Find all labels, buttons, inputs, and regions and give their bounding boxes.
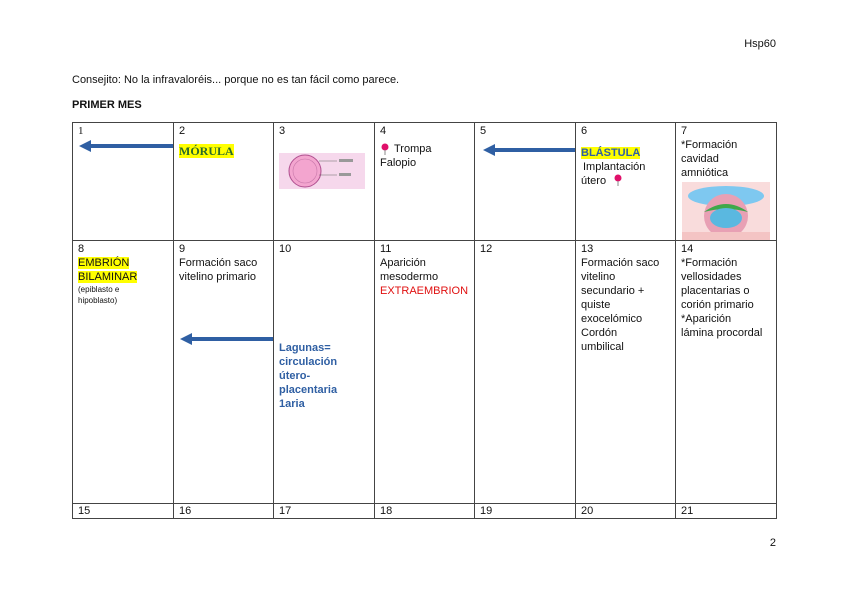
implantacion-text: Implantación — [583, 161, 646, 173]
day-cell-9 — [174, 241, 274, 504]
day13-line: Cordón — [581, 327, 618, 339]
day-number: 16 — [179, 505, 192, 517]
utero-text: útero — [581, 175, 607, 187]
pushpin-icon — [613, 174, 623, 186]
day7-line: amniótica — [681, 167, 729, 179]
day-cell-12 — [475, 241, 576, 504]
bilaminar-label: BILAMINAR — [78, 271, 138, 283]
trompa-text: Trompa — [394, 143, 432, 155]
day-number: 11 — [380, 243, 392, 255]
day14-line: lámina procordal — [681, 327, 763, 339]
day-cell-8 — [73, 241, 174, 504]
hipoblasto-note: hipoblasto) — [78, 296, 118, 305]
day-cell-15 — [73, 504, 174, 519]
lagunas-text: 1aria — [279, 398, 305, 410]
extraembrion-text: EXTRAEMBRION — [380, 285, 469, 297]
amniotic-cavity-illustration — [682, 182, 770, 240]
day-cell-11 — [375, 241, 475, 504]
day13-line: vitelino — [581, 271, 616, 283]
day-number: 6 — [581, 125, 588, 137]
page-number: 2 — [769, 537, 776, 549]
day-cell-6 — [576, 123, 676, 241]
day-cell-21 — [676, 504, 777, 519]
day-number: 4 — [380, 125, 387, 137]
day-cell-16 — [174, 504, 274, 519]
day-number: 17 — [279, 505, 292, 517]
day-number: 9 — [179, 243, 186, 255]
day-number: 7 — [681, 125, 688, 137]
morula-label: MÓRULA — [179, 144, 234, 158]
day-cell-20 — [576, 504, 676, 519]
blastula-label: BLÁSTULA — [581, 147, 641, 159]
day13-line: umbilical — [581, 341, 624, 353]
day9-line: vitelino primario — [179, 271, 257, 283]
calendar-row-3 — [73, 504, 777, 519]
day-cell-5 — [475, 123, 576, 241]
day-number: 12 — [480, 243, 493, 255]
day-number: 8 — [78, 243, 85, 255]
left-arrow-icon — [180, 332, 274, 346]
day13-line: secundario + — [581, 285, 645, 297]
day-number: 3 — [279, 125, 286, 137]
day13-line: exocelómico — [581, 313, 643, 325]
day-number: 19 — [480, 505, 493, 517]
day-number: 14 — [681, 243, 694, 255]
day11-line: mesodermo — [380, 271, 439, 283]
lagunas-text: circulación — [279, 356, 338, 368]
day-cell-14 — [676, 241, 777, 504]
day14-line: vellosidades — [681, 271, 742, 283]
embrion-label: EMBRIÓN — [78, 257, 130, 269]
day-cell-7 — [676, 123, 777, 241]
day-number: 10 — [279, 243, 292, 255]
day-number: 21 — [681, 505, 694, 517]
header-tag: Hsp60 — [744, 38, 776, 50]
day-number: 15 — [78, 505, 91, 517]
day-number: 1 — [78, 125, 84, 137]
advice-text: Consejito: No la infravaloréis... porque no es tan fácil como parece. — [72, 74, 400, 86]
day-cell-3 — [274, 123, 375, 241]
lagunas-text: Lagunas= — [279, 342, 331, 354]
left-arrow-icon — [483, 143, 575, 157]
day-cell-18 — [375, 504, 475, 519]
day-number: 5 — [480, 125, 487, 137]
day14-line: placentarias o — [681, 285, 750, 297]
day7-line: *Formación — [681, 139, 738, 151]
day-cell-1 — [73, 123, 174, 241]
day-cell-19 — [475, 504, 576, 519]
calendar-row-1 — [73, 123, 777, 241]
day-number: 18 — [380, 505, 393, 517]
calendar-row-2 — [73, 241, 777, 504]
day13-line: quiste — [581, 299, 611, 311]
day-cell-13 — [576, 241, 676, 504]
zygote-illustration — [279, 153, 365, 189]
day-number: 20 — [581, 505, 594, 517]
day-cell-17 — [274, 504, 375, 519]
day-cell-2 — [174, 123, 274, 241]
falopio-text: Falopio — [380, 157, 417, 169]
calendar-table — [72, 122, 777, 519]
lagunas-text: placentaria — [279, 384, 338, 396]
day-number: 2 — [179, 125, 186, 137]
day9-line: Formación saco — [179, 257, 258, 269]
left-arrow-icon — [79, 139, 173, 153]
day-number: 13 — [581, 243, 594, 255]
day7-line: cavidad — [681, 153, 719, 165]
day11-line: Aparición — [380, 257, 426, 269]
lagunas-text: útero- — [279, 370, 311, 382]
day14-line: corión primario — [681, 299, 754, 311]
day14-line: *Formación — [681, 257, 738, 269]
day-cell-4 — [375, 123, 475, 241]
day-cell-10 — [274, 241, 375, 504]
pushpin-icon — [380, 143, 390, 155]
day14-line: *Aparición — [681, 313, 732, 325]
epiblasto-note: (epiblasto e — [78, 285, 120, 294]
day13-line: Formación saco — [581, 257, 660, 269]
section-title: PRIMER MES — [72, 99, 142, 111]
